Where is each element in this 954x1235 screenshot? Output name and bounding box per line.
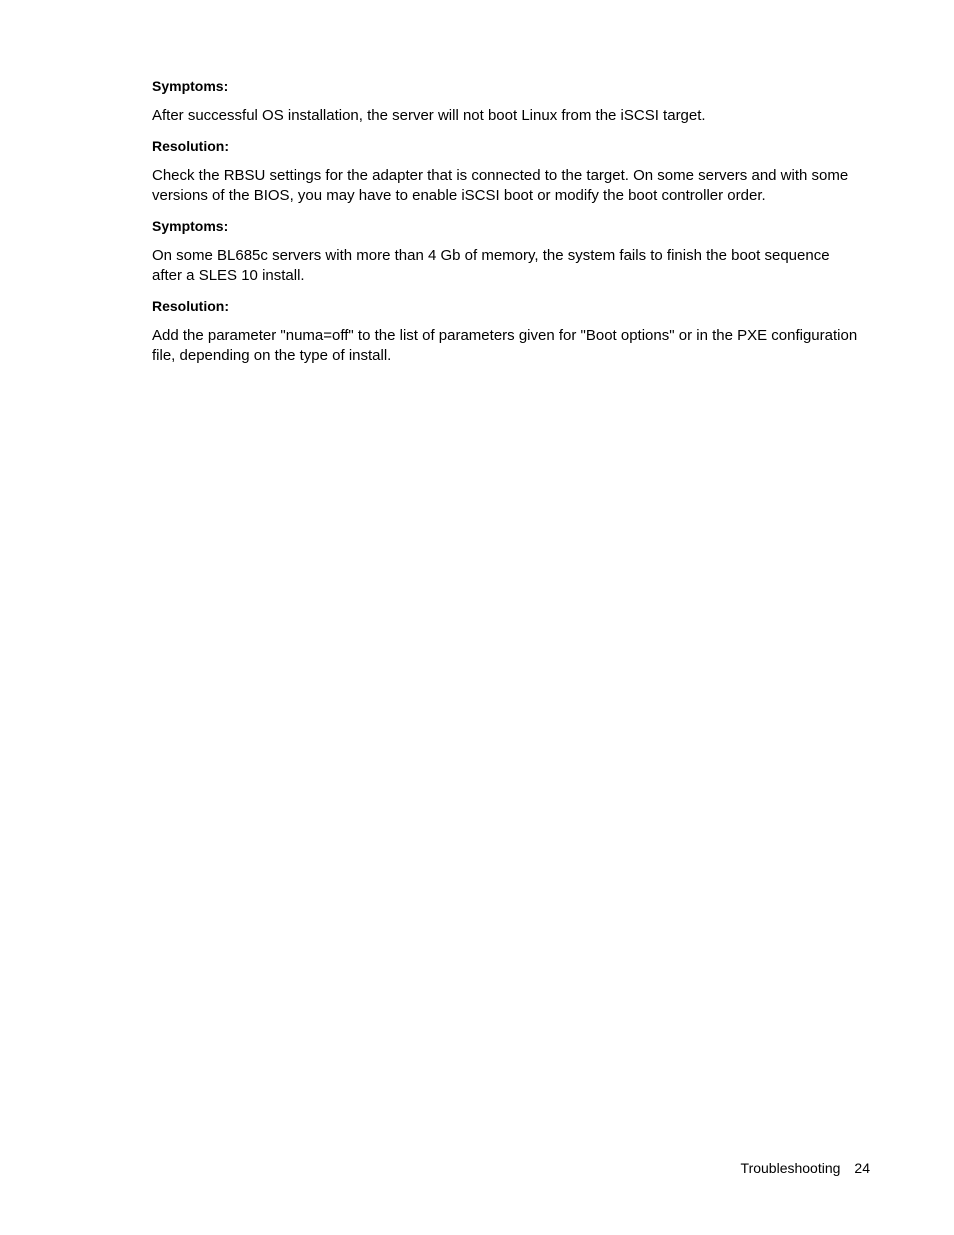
symptoms-heading: Symptoms: [152, 78, 229, 94]
page-footer [741, 1158, 870, 1178]
page-number: 24 [854, 1160, 870, 1176]
document-body [152, 76, 862, 376]
symptoms-text: After successful OS installation, the server will not boot Linux from the iSCSI target. [152, 107, 706, 124]
symptoms-heading: Symptoms: [152, 218, 229, 234]
resolution-text: Check the RBSU settings for the adapter that is connected to the target. On some servers and with some versions of the BIOS, you may have to enable iSCSI boot or modify the boot controller order. [152, 167, 849, 204]
resolution-heading: Resolution: [152, 138, 229, 154]
footer-section-title: Troubleshooting [740, 1160, 841, 1176]
resolution-text: Add the parameter "numa=off" to the list of parameters given for "Boot options" or in the PXE configuration file, depending on the type of install. [152, 327, 858, 364]
resolution-heading: Resolution: [152, 298, 229, 314]
symptoms-text: On some BL685c servers with more than 4 Gb of memory, the system fails to finish the boot sequence after a SLES 10 install. [152, 247, 830, 284]
